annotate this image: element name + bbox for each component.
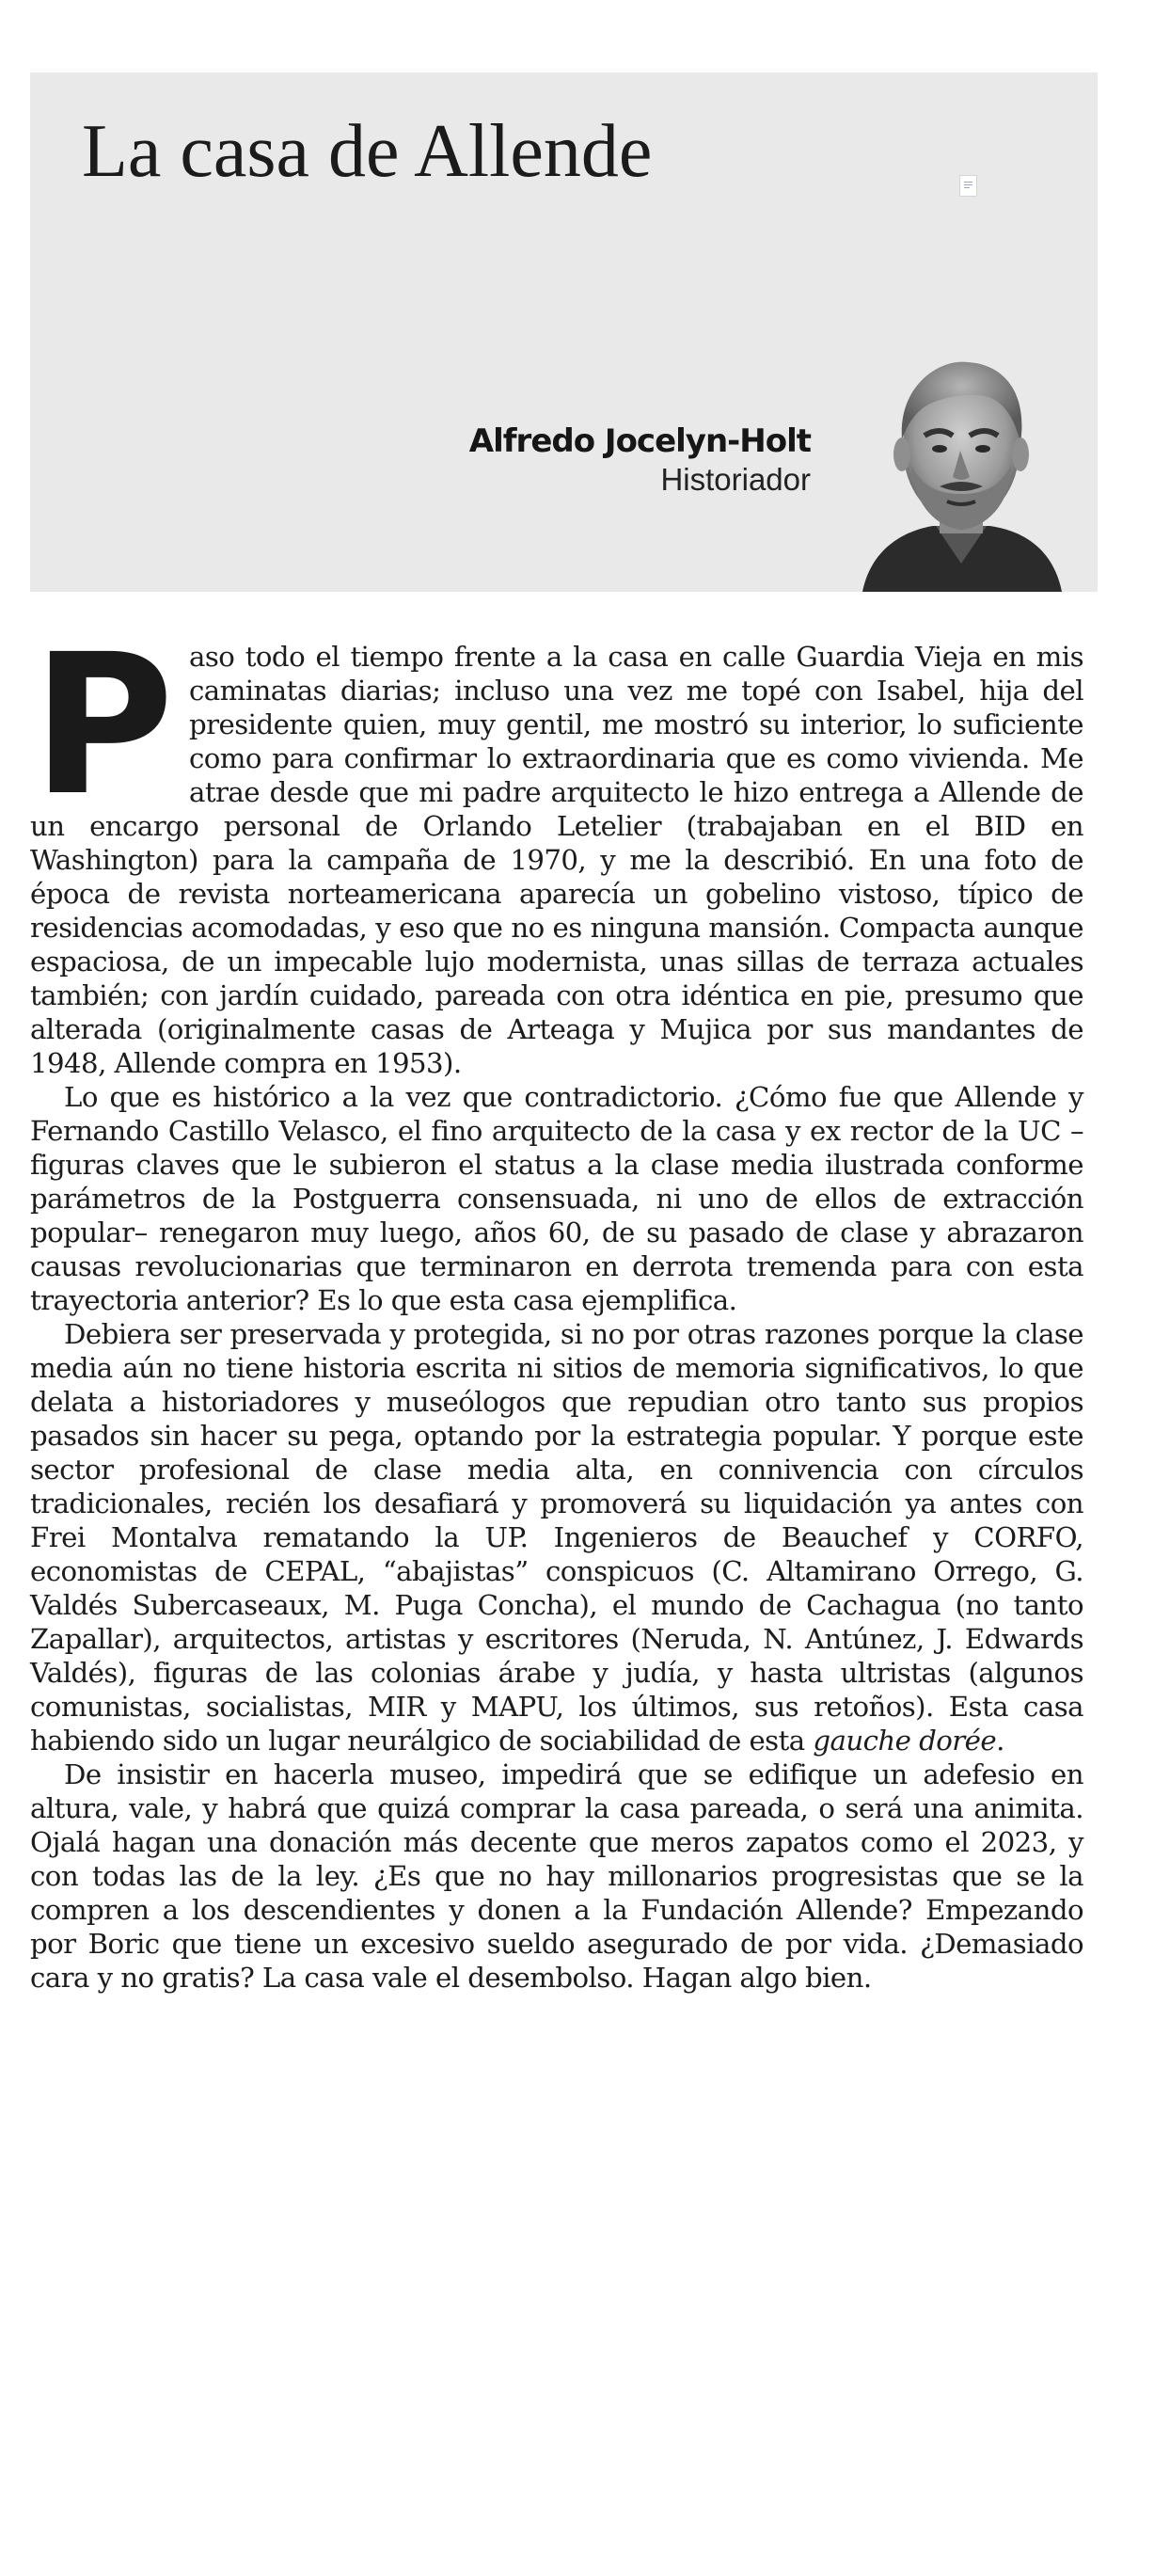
author-portrait <box>853 345 1069 592</box>
author-role: Historiador <box>660 461 811 497</box>
article-title: La casa de Allende <box>82 110 653 193</box>
note-icon[interactable] <box>959 175 977 197</box>
paragraph-3 <box>30 1317 1083 1757</box>
column-header <box>30 72 1098 592</box>
author-byline <box>469 422 811 498</box>
paragraph-3-text: Debiera ser preservada y protegida, si no por otras razones porque la clase media aún no tiene historia escrita ni sitios de memoria significativos, lo que delata a historiadores y museólogos que repudian otro tanto sus propios pasados sin hacer su pega, optando por la estrategia popular. Y porque este sector profesional de clase media alta, en connivencia con círculos tradicionales, recién los desafiará y promoverá su liquidación ya antes con Frei Montalva rematando la UP. Ingenieros de Beauchef y CORFO, economistas de CEPAL, “abajistas” conspicuos (C. Altamirano Orrego, G. Valdés Subercaseaux, M. Puga Concha), el mundo de Cachagua (no tanto Zapallar), arquitectos, artistas y escritores (Neruda, N. Antúnez, J. Edwards Valdés), figuras de las colonias árabe y judía, y hasta ultristas (algunos comunistas, socialistas, MIR y MAPU, los últimos, sus retoños). Esta casa habiendo sido un lugar neurálgico de sociabilidad de esta <box>30 1318 1083 1757</box>
paragraph-1 <box>30 612 1083 1080</box>
paragraph-1-text: aso todo el tiempo frente a la casa en calle Guardia Vieja en mis caminatas diarias; incluso una vez me topé con Isabel, hija del presidente quien, muy gentil, me mostró su interior, lo suficiente como para confirmar lo extraordinaria que es como vivienda. Me atrae desde que mi padre arquitecto le hizo entrega a Allende de un encargo personal de Orlando Letelier (trabajaban en el BID en Washington) para la campaña de 1970, y me la describió. En una foto de época de revista norteamericana aparecía un gobelino vistoso, típico de residencias acomodadas, y eso que no es ninguna mansión. Compacta aunque espaciosa, de un impecable lujo modernista, unas sillas de terraza actuales también; con jardín cuidado, pareada con otra idéntica en pie, presumo que alterada (originalmente casas de Arteaga y Mujica por sus mandantes de 1948, Allende compra en 1953). <box>30 641 1083 1079</box>
paragraph-3-end: . <box>996 1725 1004 1757</box>
article-body <box>30 612 1083 1995</box>
paragraph-4: De insistir en hacerla museo, impedirá que se edifique un adefesio en altura, vale, y habrá que quizá comprar la casa pareada, o será una animita. Ojalá hagan una donación más decente que meros zapatos como el 2023, y con todas las de la ley. ¿Es que no hay millonarios progresistas que se la compren a los descendientes y donen a la Fundación Allende? Empezando por Boric que tiene un excesivo sueldo asegurado de por vida. ¿Demasiado cara y no gratis? La casa vale el desembolso. Hagan algo bien. <box>30 1758 1083 1994</box>
drop-cap: P <box>32 612 174 838</box>
author-name: Alfredo Jocelyn-Holt <box>468 422 811 460</box>
paragraph-2: Lo que es histórico a la vez que contradictorio. ¿Cómo fue que Allende y Fernando Castillo Velasco, el fino arquitecto de la casa y ex rector de la UC –figuras claves que le subieron el status a la clase media ilustrada conforme parámetros de la Postguerra consensuada, ni uno de ellos de extracción popular– renegaron muy luego, años 60, de su pasado de clase y abrazaron causas revolucionarias que terminaron en derrota tremenda para con esta trayectoria anterior? Es lo que esta casa ejemplifica. <box>30 1081 1083 1316</box>
italic-phrase: gauche dorée <box>813 1725 997 1757</box>
